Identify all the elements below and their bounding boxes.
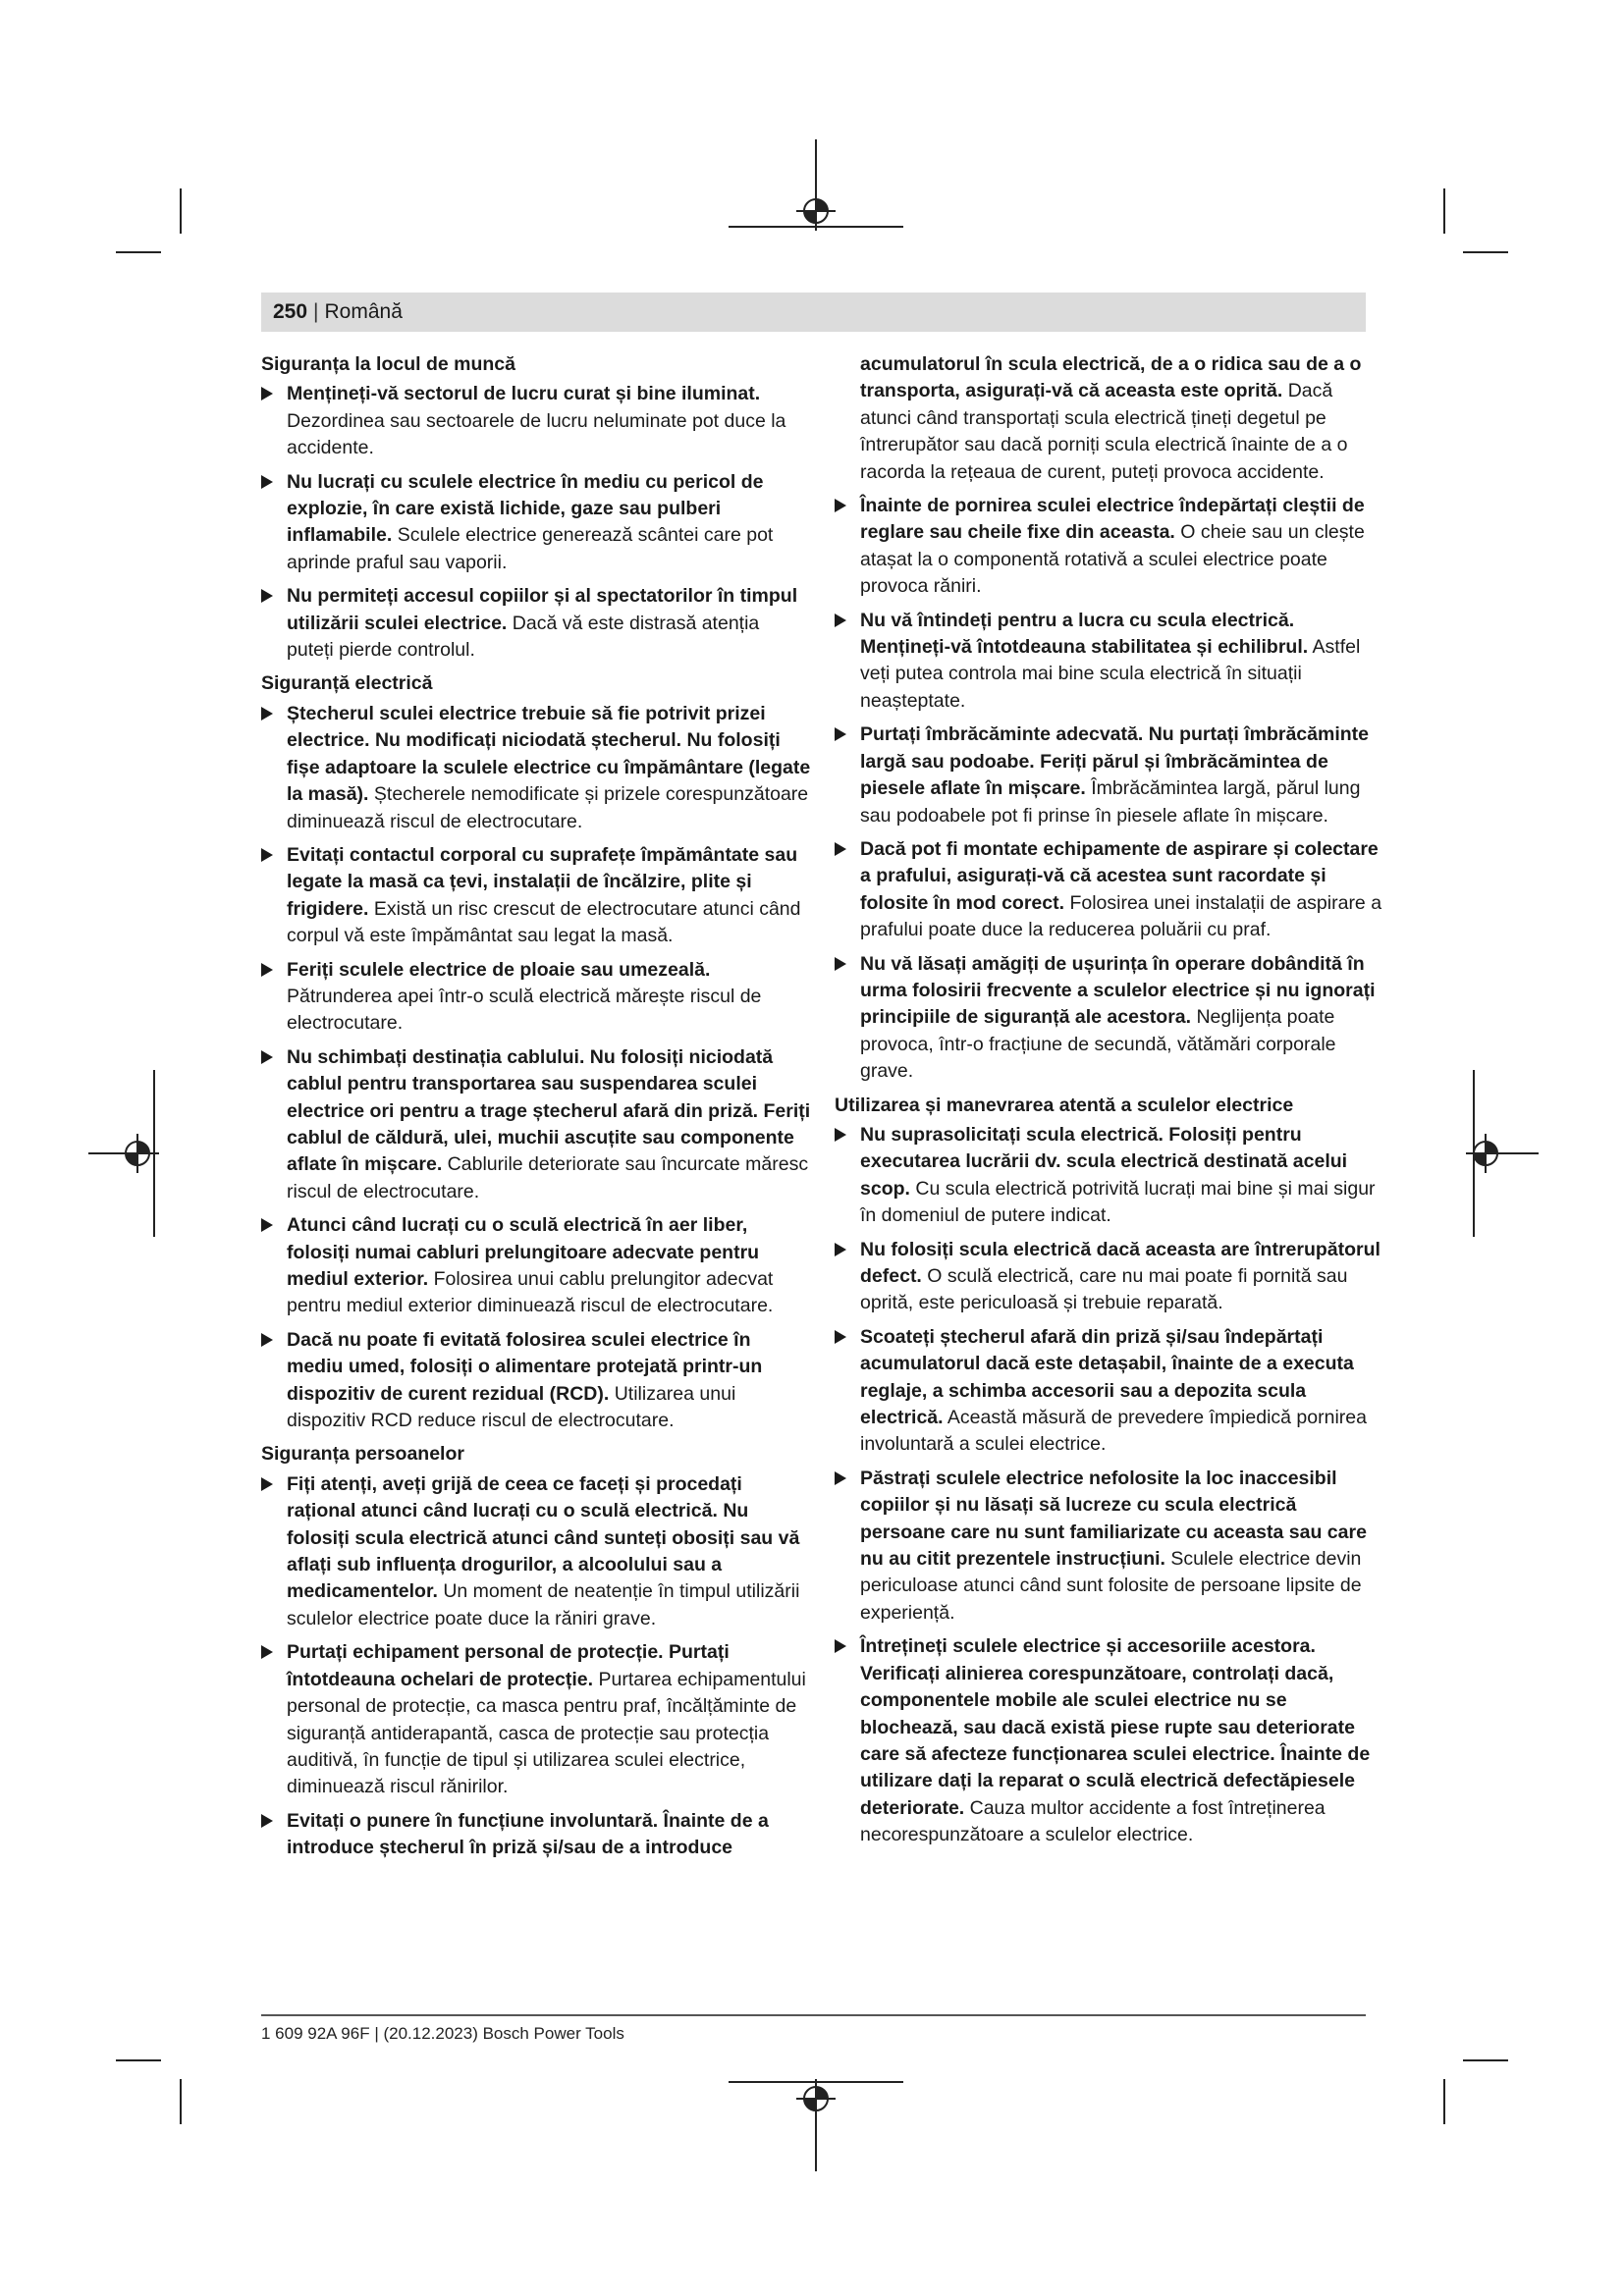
item-bold: Dacă nu poate fi evitată folosirea sculei electrice în mediu umed, folosiți o alimentare protejată printr-un dispozitiv de curent rezidual (RCD). (287, 1328, 763, 1405)
footer-divider (261, 2014, 1366, 2016)
item-bold: Dacă pot fi montate echipamente de aspirare și colectare a prafului, asigurați-vă că acestea sunt racordate și folosite în mod corect. (860, 837, 1379, 914)
item-text: Dacă atunci când transportați scula electrică țineți degetul pe întrerupător sau dacă porniți scula electrică înainte de a o racorda la rețeaua de curent, puteți provoca accidente. (860, 380, 1348, 483)
item-bold: Scoateți ștecherul afară din priză și/sau îndepărtați acumulatorul dacă este detașabil, înainte de a executa reglaje, a schimba accesorii sau a depozita scula electrică. (860, 1325, 1354, 1429)
list-item (261, 583, 811, 664)
bullet-arrow-icon (261, 1333, 273, 1347)
bullet-arrow-icon (835, 1330, 846, 1344)
registration-line-right-v (1473, 1070, 1475, 1237)
list-item (835, 493, 1384, 601)
bullet-arrow-icon (261, 963, 273, 977)
registration-line-top-v (815, 139, 817, 228)
list-item (261, 701, 811, 835)
crop-mark-top-right-v (1443, 188, 1445, 234)
bullet-arrow-icon (835, 842, 846, 856)
item-bold: Nu vă lăsați amăgiți de ușurința în operare dobândită în urma folosirii frecvente a sculelor electrice și nu ignorați principiile de siguranță ale acestora. (860, 952, 1376, 1029)
item-text: Cauza multor accidente a fost întreținerea necorespunzătoare a sculelor electrice. (860, 1796, 1326, 1846)
item-bold: Nu suprasolicitați scula electrică. Folosiți pentru executarea lucrării dv. scula electrică destinată acelui scop. (860, 1123, 1348, 1200)
item-bold: Nu lucrați cu sculele electrice în mediu cu pericol de explozie, în care există lichide, gaze sau pulberi inflamabile. (287, 470, 764, 547)
registration-line-right-h (1468, 1152, 1539, 1154)
bullet-arrow-icon (835, 1128, 846, 1142)
header-separator: | (313, 300, 319, 323)
crop-mark-top-left-v (180, 188, 182, 234)
item-text: Purtarea echipamentului personal de protecție, ca masca pentru praf, încălțăminte de siguranță antiderapantă, casca de protecție sau protecția auditivă, în funcție de tipul și utilizarea sculei electrice, diminuează riscul rănirilor. (287, 1668, 806, 1798)
bullet-arrow-icon (261, 848, 273, 862)
list-item (835, 836, 1384, 944)
item-text: Cablurile deteriorate sau încurcate măresc riscul de electrocutare. (287, 1153, 809, 1202)
item-text: Îmbrăcămintea largă, părul lung sau podoabele pot fi prinse în piesele aflate în mișcare. (860, 777, 1361, 827)
item-bold: Nu folosiți scula electrică dacă aceasta are întrerupătorul defect. (860, 1238, 1380, 1287)
bullet-arrow-icon (835, 727, 846, 741)
item-bold: Nu schimbați destinația cablului. Nu folosiți niciodată cablul pentru transportarea sau suspendarea sculei electrice ori pentru a trage ștecherul afară din priză. Feriți cablul de căldură, ulei, muchii ascuțite sau componente aflate în mișcare. (287, 1045, 811, 1176)
page-number: 250 (273, 300, 308, 323)
list-item (261, 957, 811, 1038)
item-text: Dezordinea sau sectoarele de lucru neluminate pot duce la accidente. (287, 409, 786, 459)
list-item (261, 381, 811, 461)
item-bold: Întrețineți sculele electrice și accesoriile acestora. Verificați alinierea corespunzătoare, controlați dacă, componentele mobile ale sculei electrice nu se blochează, sau dacă există piese rupte sau deteriorate care să afecteze funcționarea sculei electrice. Înainte de utilizare dați la reparat o sculă electrică defectăpiesele deteriorate. (860, 1635, 1371, 1819)
section-title: Siguranța persoanelor (261, 1443, 464, 1466)
registration-line-left-h (88, 1152, 159, 1154)
crop-mark-bottom-left-v (180, 2079, 182, 2124)
list-item (835, 951, 1384, 1086)
bullet-arrow-icon (261, 1645, 273, 1659)
item-bold: Nu vă întindeți pentru a lucra cu scula electrică. Mențineți-vă întotdeauna stabilitatea și echilibrul. (860, 609, 1309, 659)
page-footer: 1 609 92A 96F | (20.12.2023) Bosch Power Tools (261, 2024, 624, 2043)
crop-mark-top-right-h (1463, 251, 1508, 253)
bullet-arrow-icon (835, 1243, 846, 1256)
list-item (261, 1639, 811, 1800)
crop-mark-bottom-right-v (1443, 2079, 1445, 2124)
list-item (261, 1212, 811, 1320)
bullet-arrow-icon (261, 1218, 273, 1232)
item-text: Neglijența poate provoca, într-o fracțiune de secundă, vătămări corporale grave. (860, 1006, 1336, 1083)
item-text: Sculele electrice generează scântei care pot aprinde praful sau vaporii. (287, 524, 774, 573)
item-bold: Evitați o punere în funcțiune involuntară. Înainte de a introduce ștecherul în priză și/sau de a introduce (287, 1809, 769, 1859)
item-text: Cu scula electrică potrivită lucrați mai bine și mai sigur în domeniul de putere indicat. (860, 1177, 1376, 1227)
bullet-arrow-icon (261, 707, 273, 721)
item-text: Folosirea unui cablu prelungitor adecvat pentru mediul exterior diminuează riscul de electrocutare. (287, 1268, 774, 1317)
item-text: Ștecherele nemodificate și prizele corespunzătoare diminuează riscul de electrocutare. (287, 783, 809, 832)
bullet-arrow-icon (261, 1477, 273, 1491)
bullet-arrow-icon (835, 957, 846, 971)
right-column (835, 351, 1384, 1856)
item-bold: Ștecherul sculei electrice trebuie să fie potrivit prizei electrice. Nu modificați niciodată ștecherul. Nu folosiți fișe adaptoare la sculele electrice cu împământare (legate la masă). (287, 702, 811, 806)
item-text: Astfel veți putea controla mai bine scula electrică în situații neașteptate. (860, 636, 1361, 712)
list-item (835, 1122, 1384, 1230)
item-text: Utilizarea unui dispozitiv RCD reduce riscul de electrocutare. (287, 1382, 736, 1432)
left-column (261, 351, 811, 1869)
registration-line-top-h (729, 226, 903, 228)
list-item (835, 608, 1384, 716)
item-bold: Fiți atenți, aveți grijă de ceea ce faceți și procedați rațional atunci când lucrați cu o sculă electrică. Nu folosiți scula electrică atunci când sunteți obosiți sau vă aflați sub influența drogurilor, a alcoolului sau a medicamentelor. (287, 1472, 800, 1603)
item-text: Dacă vă este distrasă atenția puteți pierde controlul. (287, 612, 760, 662)
bullet-arrow-icon (835, 614, 846, 627)
item-text: Există un risc crescut de electrocutare atunci când corpul vă este împământat sau legat la masă. (287, 897, 801, 947)
item-text: Sculele electrice devin periculoase atunci când sunt folosite de persoane lipsite de experiență. (860, 1548, 1362, 1624)
item-bold: Atunci când lucrați cu o sculă electrică în aer liber, folosiți numai cabluri prelungitoare adecvate pentru mediul exterior. (287, 1214, 760, 1290)
item-text: Un moment de neatenție în timpul utilizării sculelor electrice poate duce la răniri grave. (287, 1580, 800, 1629)
item-bold: acumulatorul în scula electrică, de a o ridica sau de a o transporta, asigurați-vă că aceasta este oprită. (860, 353, 1362, 402)
item-bold: Purtați echipament personal de protecție. Purtați întotdeauna ochelari de protecție. (287, 1641, 730, 1690)
list-item (835, 1466, 1384, 1627)
bullet-arrow-icon (261, 387, 273, 400)
item-text: Folosirea unei instalații de aspirare a prafului poate duce la reducerea poluării cu praf. (860, 891, 1382, 941)
crop-mark-top-left-h (116, 251, 161, 253)
header-language: Română (324, 300, 403, 323)
list-item (835, 721, 1384, 829)
list-item (261, 1044, 811, 1205)
bullet-arrow-icon (261, 589, 273, 603)
section-title: Utilizarea și manevrarea atentă a sculelor electrice (835, 1094, 1294, 1116)
list-item (261, 469, 811, 577)
item-bold: Înainte de pornirea sculei electrice îndepărtați cleștii de reglare sau cheile fixe din aceasta. (860, 495, 1365, 544)
item-text: Această măsură de prevedere împiedică pornirea involuntară a sculei electrice. (860, 1407, 1367, 1456)
registration-line-left-v (153, 1070, 155, 1237)
item-bold: Purtați îmbrăcăminte adecvată. Nu purtați îmbrăcăminte largă sau podoabe. Feriți părul și îmbrăcămintea de piesele aflate în mișcare. (860, 723, 1369, 800)
bullet-arrow-icon (261, 1814, 273, 1828)
list-item (261, 842, 811, 950)
item-text: O sculă electrică, care nu mai poate fi pornită sau oprită, este periculoasă și trebuie reparată. (860, 1265, 1348, 1314)
item-text: Pătrunderea apei într-o sculă electrică mărește riscul de electrocutare. (287, 985, 762, 1035)
item-bold: Feriți sculele electrice de ploaie sau umezeală. (287, 958, 711, 981)
list-item (835, 1324, 1384, 1459)
crop-mark-bottom-left-h (116, 2059, 161, 2061)
item-bold: Evitați contactul corporal cu suprafețe împământate sau legate la masă ca țevi, instalații de încălzire, plite și frigidere. (287, 843, 798, 920)
item-bold: Păstrați sculele electrice nefolosite la loc inaccesibil copiilor și nu lăsați să lucreze cu scula electrică persoane care nu sunt familiarizate cu aceasta sau care nu au citit prezentele instrucțiuni. (860, 1467, 1367, 1571)
registration-line-bottom-v (815, 2081, 817, 2171)
list-item (261, 1808, 811, 1862)
item-bold: Nu permiteți accesul copiilor și al spectatorilor în timpul utilizării sculei electrice. (287, 585, 798, 634)
bullet-arrow-icon (835, 499, 846, 512)
list-item (261, 1471, 811, 1632)
bullet-arrow-icon (261, 475, 273, 489)
section-title: Siguranța la locul de muncă (261, 353, 515, 375)
item-bold: Mențineți-vă sectorul de lucru curat și bine iluminat. (287, 383, 761, 405)
bullet-arrow-icon (261, 1050, 273, 1064)
section-title: Siguranță electrică (261, 672, 433, 695)
registration-line-bottom-h (729, 2081, 903, 2083)
page-header (261, 293, 1366, 332)
crop-mark-bottom-right-h (1463, 2059, 1508, 2061)
list-item (261, 1327, 811, 1435)
continued-item (860, 351, 1384, 486)
list-item (835, 1633, 1384, 1848)
bullet-arrow-icon (835, 1471, 846, 1485)
item-text: O cheie sau un clește atașat la o componentă rotativă a sculei electrice poate provoca răniri. (860, 521, 1365, 598)
list-item (835, 1237, 1384, 1317)
bullet-arrow-icon (835, 1639, 846, 1653)
